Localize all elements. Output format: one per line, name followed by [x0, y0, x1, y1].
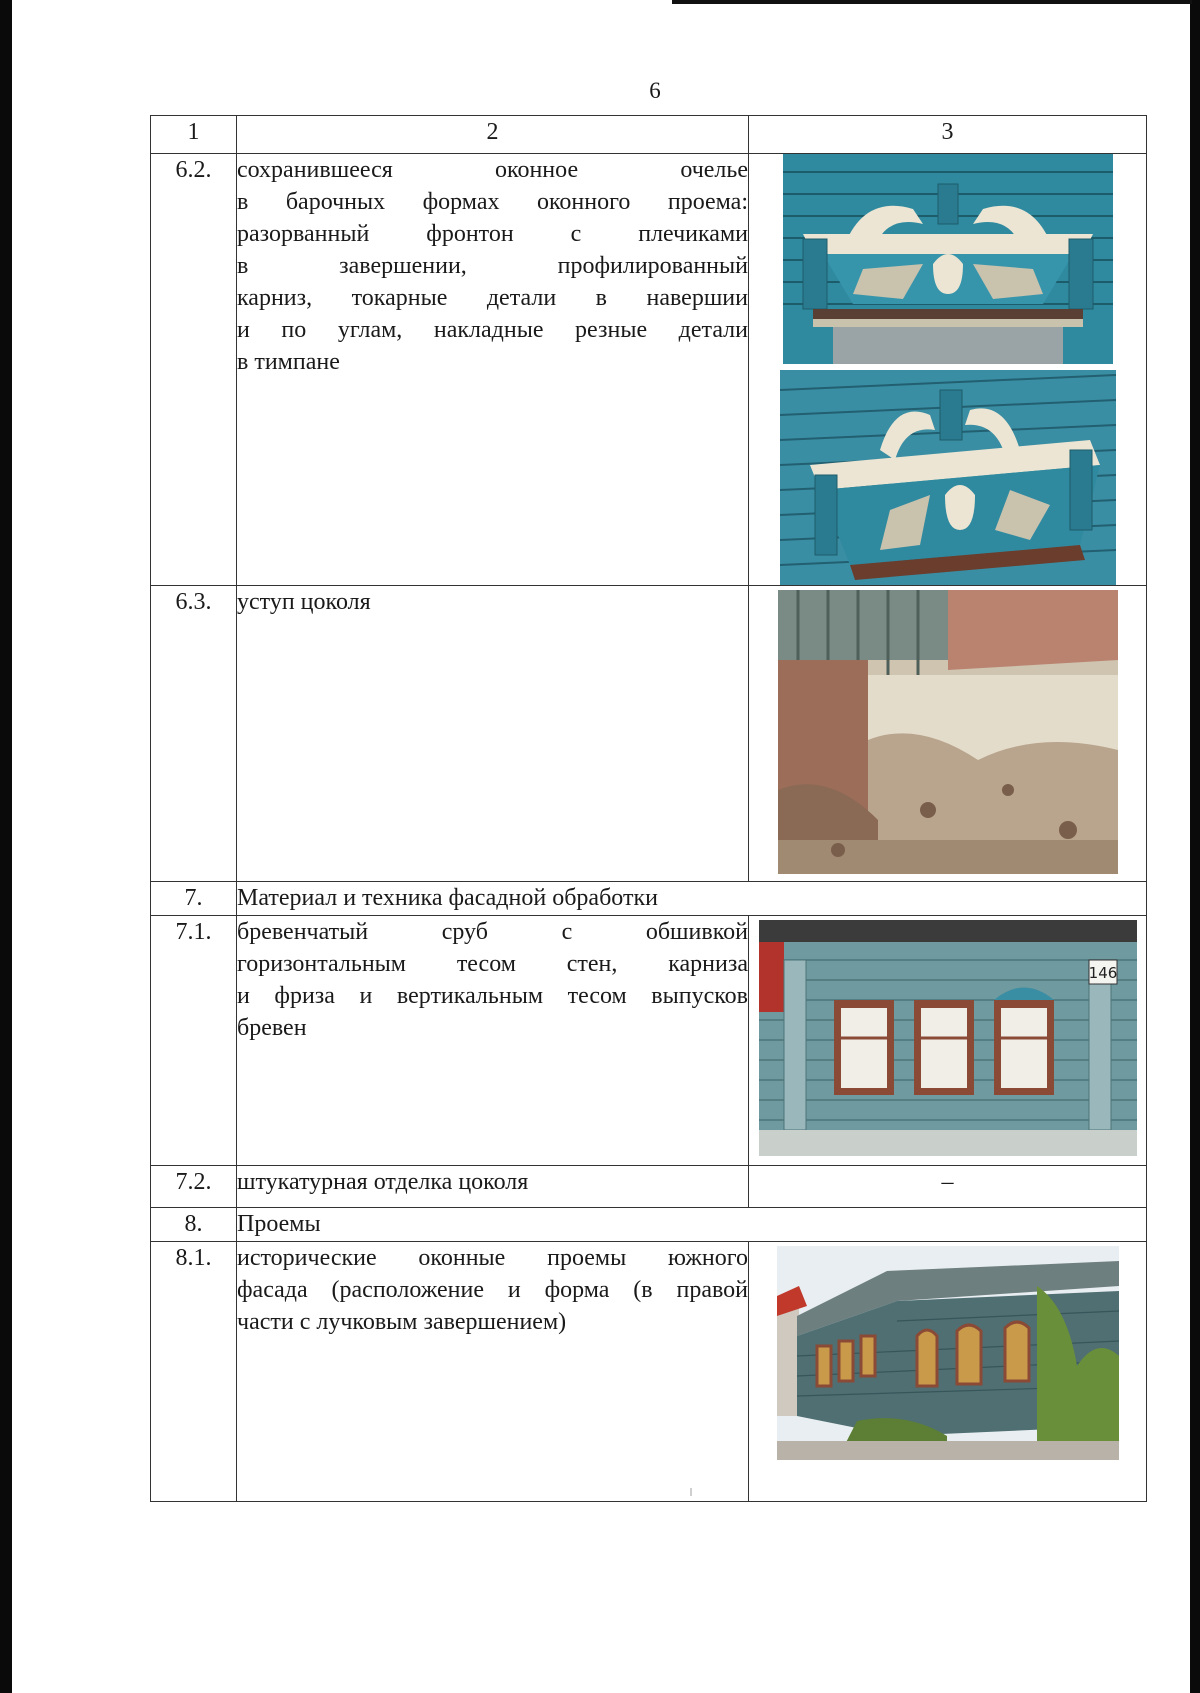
scan-border-left — [0, 0, 12, 1693]
section-title: Проемы — [237, 1208, 1147, 1242]
row-description: штукатурная отделка цоколя — [237, 1166, 749, 1208]
photo-cell — [749, 586, 1147, 882]
description-line: в тимпане — [237, 349, 340, 375]
window-pediment-photo-front — [783, 154, 1113, 364]
scan-border-top — [672, 0, 1192, 4]
table-row-7-2 — [151, 1166, 1147, 1208]
row-number: 6.3. — [151, 586, 237, 882]
row-number: 8. — [151, 1208, 237, 1242]
row-number: 7.2. — [151, 1166, 237, 1208]
description-line: разорванный фронтон с плечиками — [237, 221, 748, 247]
description-line: фасада (расположение и форма (в правой — [237, 1277, 748, 1303]
description-line: сохранившееся оконное очелье — [237, 157, 748, 183]
description-line: бревенчатый сруб с обшивкой — [237, 919, 748, 945]
section-title: Материал и техника фасадной обработки — [237, 882, 1147, 916]
scan-speck — [690, 1488, 692, 1496]
window-pediment-photo-angle — [780, 370, 1116, 585]
row-description: уступ цоколя — [237, 586, 749, 882]
description-line: и фриза и вертикальным тесом выпусков — [237, 983, 748, 1009]
row-description — [237, 916, 749, 1166]
plinth-photo — [778, 590, 1118, 874]
description-line: и по углам, накладные резные детали — [237, 317, 748, 343]
page-number: 6 — [649, 78, 661, 103]
monument-table — [150, 115, 1147, 1502]
description-line: в барочных формах оконного проема: — [237, 189, 748, 215]
photo-cell — [749, 1242, 1147, 1502]
table-row-8-1 — [151, 1242, 1147, 1502]
row-number: 6.2. — [151, 154, 237, 586]
table-header-row — [151, 116, 1147, 154]
photo-cell — [749, 916, 1147, 1166]
table-row-8 — [151, 1208, 1147, 1242]
column-header-3: 3 — [749, 116, 1147, 154]
table-row-7 — [151, 882, 1147, 916]
house-number-plate: 146 — [1088, 964, 1117, 982]
description-line: в завершении, профилированный — [237, 253, 748, 279]
column-header-2: 2 — [237, 116, 749, 154]
row-description — [237, 154, 749, 586]
empty-photo-dash: – — [749, 1166, 1147, 1208]
row-number: 8.1. — [151, 1242, 237, 1502]
south-facade-photo — [777, 1246, 1119, 1460]
column-header-1: 1 — [151, 116, 237, 154]
row-description — [237, 1242, 749, 1502]
photo-cell — [749, 154, 1147, 586]
scan-border-right — [1190, 0, 1200, 1693]
table-row-6-3 — [151, 586, 1147, 882]
table-row-7-1 — [151, 916, 1147, 1166]
description-line: исторические оконные проемы южного — [237, 1245, 748, 1271]
row-number: 7.1. — [151, 916, 237, 1166]
table-row-6-2 — [151, 154, 1147, 586]
description-line: бревен — [237, 1015, 307, 1041]
description-line: горизонтальным тесом стен, карниза — [237, 951, 748, 977]
row-number: 7. — [151, 882, 237, 916]
facade-photo — [759, 920, 1137, 1156]
description-line: части с лучковым завершением) — [237, 1309, 567, 1335]
description-line: карниз, токарные детали в навершии — [237, 285, 748, 311]
